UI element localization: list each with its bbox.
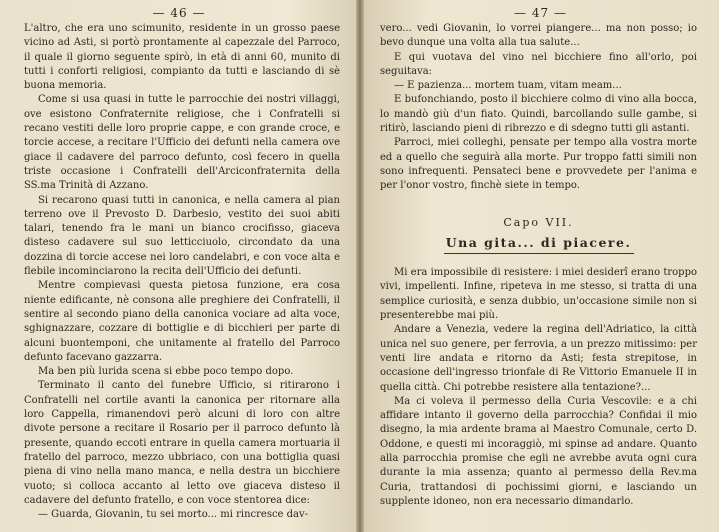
paragraph: — Guarda, Giovanin, tu sei morto... mi rincresce dav-	[38, 509, 309, 521]
left-page-text	[24, 22, 340, 522]
paragraph: E bufonchiando, posto il bicchiere colmo di vino alla bocca, lo mandò giù d'un fiato. Quindi, barcollando sulle gambe, si ritirò, lasciando pieni di ribrezzo e di sdegno tutti gli astanti.	[380, 94, 697, 135]
paragraph: Mentre compievasi questa pietosa funzione, era cosa niente edificante, nè consona alle preghiere dei Confratelli, il sentire al secondo piano della canonica vociare ad alta voce, sghignazzare, cozzare di bottiglie e di bicchieri per parte di alcuni buontemponi, che unitamente al fratello del Parroco defunto facevano gazzarra.	[24, 280, 340, 363]
paragraph: Parroci, miei colleghi, pensate per tempo alla vostra morte ed a quello che seguirà alla morte. Pur troppo fatti simili non sono infrequenti. Pensateci bene e provvedete per l'anima e per l'onor vostro, finchè siete in tempo.	[380, 137, 697, 192]
paragraph: Ma ben più lurida scena si ebbe poco tempo dopo.	[38, 366, 294, 378]
paragraph: Come si usa quasi in tutte le parrocchie dei nostri villaggi, ove esistono Confraternite religiose, che i Confratelli si recano vestiti delle loro proprie cappe, e con grande croce, e torcie accese, a recitare l'Ufficio dei defunti nella camera ove giace il cadavere del parroco defunto, così fecero in quella triste occasione i Confratelli dell'Arciconfraternita della SS.ma Trinità di Azzano.	[24, 94, 340, 192]
right-page-text	[380, 22, 697, 509]
paragraph: — E pazienza... mortem tuam, vitam meam...	[394, 80, 622, 92]
paragraph: Ma ci voleva il permesso della Curia Vescovile: e a chi affidare intanto il governo della parrocchia? Confidai il mio disegno, la mia ardente brama al Maestro Comunale, certo D. Oddone, e questi mi incoraggiò, mi spinse ad andare. Quanto alla parrocchia promise che egli ne avrebbe avuta ogni cura durante la mia assenza; quanto al permesso della Rev.ma Curia, trattandosi di pochissimi giorni, e lasciando un supplente idoneo, non era necessario dimandarlo.	[380, 395, 697, 507]
paragraph: Terminato il canto del funebre Ufficio, si ritirarono i Confratelli nel cortile avanti la canonica per ritornare alla loro Cappella, rimanendovi però alcuni di loro con altre divote persone a recitare il Rosario per il parroco defunto là presente, quando eccoti entrare in quella camera mortuaria il fratello del parroco, mezzo ubbriaco, con una bottiglia quasi piena di vino nella mano manca, e nella destra un bicchiere vuoto; si colloca accanto al letto ove giaceva disteso il cadavere del defunto fratello, e con voce stentorea dice:	[24, 380, 340, 506]
right-page	[362, 0, 719, 532]
chapter-heading: Capo VII.	[503, 215, 574, 229]
page-number-left: — 46 —	[152, 6, 206, 20]
paragraph: Mi era impossibile di resistere: i miei desiderî erano troppo vivi, impellenti. Infine, ripeteva in me stesso, si tratta di una semplice curiosità, e senza dubbio, un'occasione simile non si presenterebbe mai più.	[380, 267, 697, 322]
paragraph: vero... vedi Giovanin, lo vorrei piangere... ma non posso; io bevo dunque una volta alla tua salute...	[380, 23, 697, 49]
paragraph: Andare a Venezia, vedere la regina dell'Adriatico, la città unica nel suo genere, per ferrovia, a un prezzo mitissimo: per venti lire andata e ritorno da Asti; festa strepitose, in occasione dell'ingresso trionfale di Re Vittorio Emanuele II in quella città. Chi potrebbe resistere alla tentazione?...	[380, 324, 697, 393]
left-page	[0, 0, 358, 532]
paragraph: E qui vuotava del vino nel bicchiere fino all'orlo, poi seguitava:	[380, 51, 697, 77]
paragraph: L'altro, che era uno scimunito, residente in un grosso paese vicino ad Asti, si portò prontamente al capezzale del Parroco, il quale il giorno seguente spirò, in età di anni 60, munito di tutti i conforti religiosi, compianto da tutti e lasciando di sè buona memoria.	[24, 23, 340, 92]
page-number-right: — 47 —	[514, 6, 567, 20]
paragraph: Si recarono quasi tutti in canonica, e nella camera al pian terreno ove il Prevosto D. Darbesio, vestito dei suoi abiti talari, tenendo fra le mani un bianco crocifisso, giaceva disteso cadavere sul suo letticciuolo, circondato da una dozzina di torcie accese nei loro candelabri, e con voce alta e flebile incominciarono la recita dell'Ufficio dei defunti.	[24, 194, 340, 278]
chapter-title: Una gita... di piacere.	[380, 236, 697, 254]
